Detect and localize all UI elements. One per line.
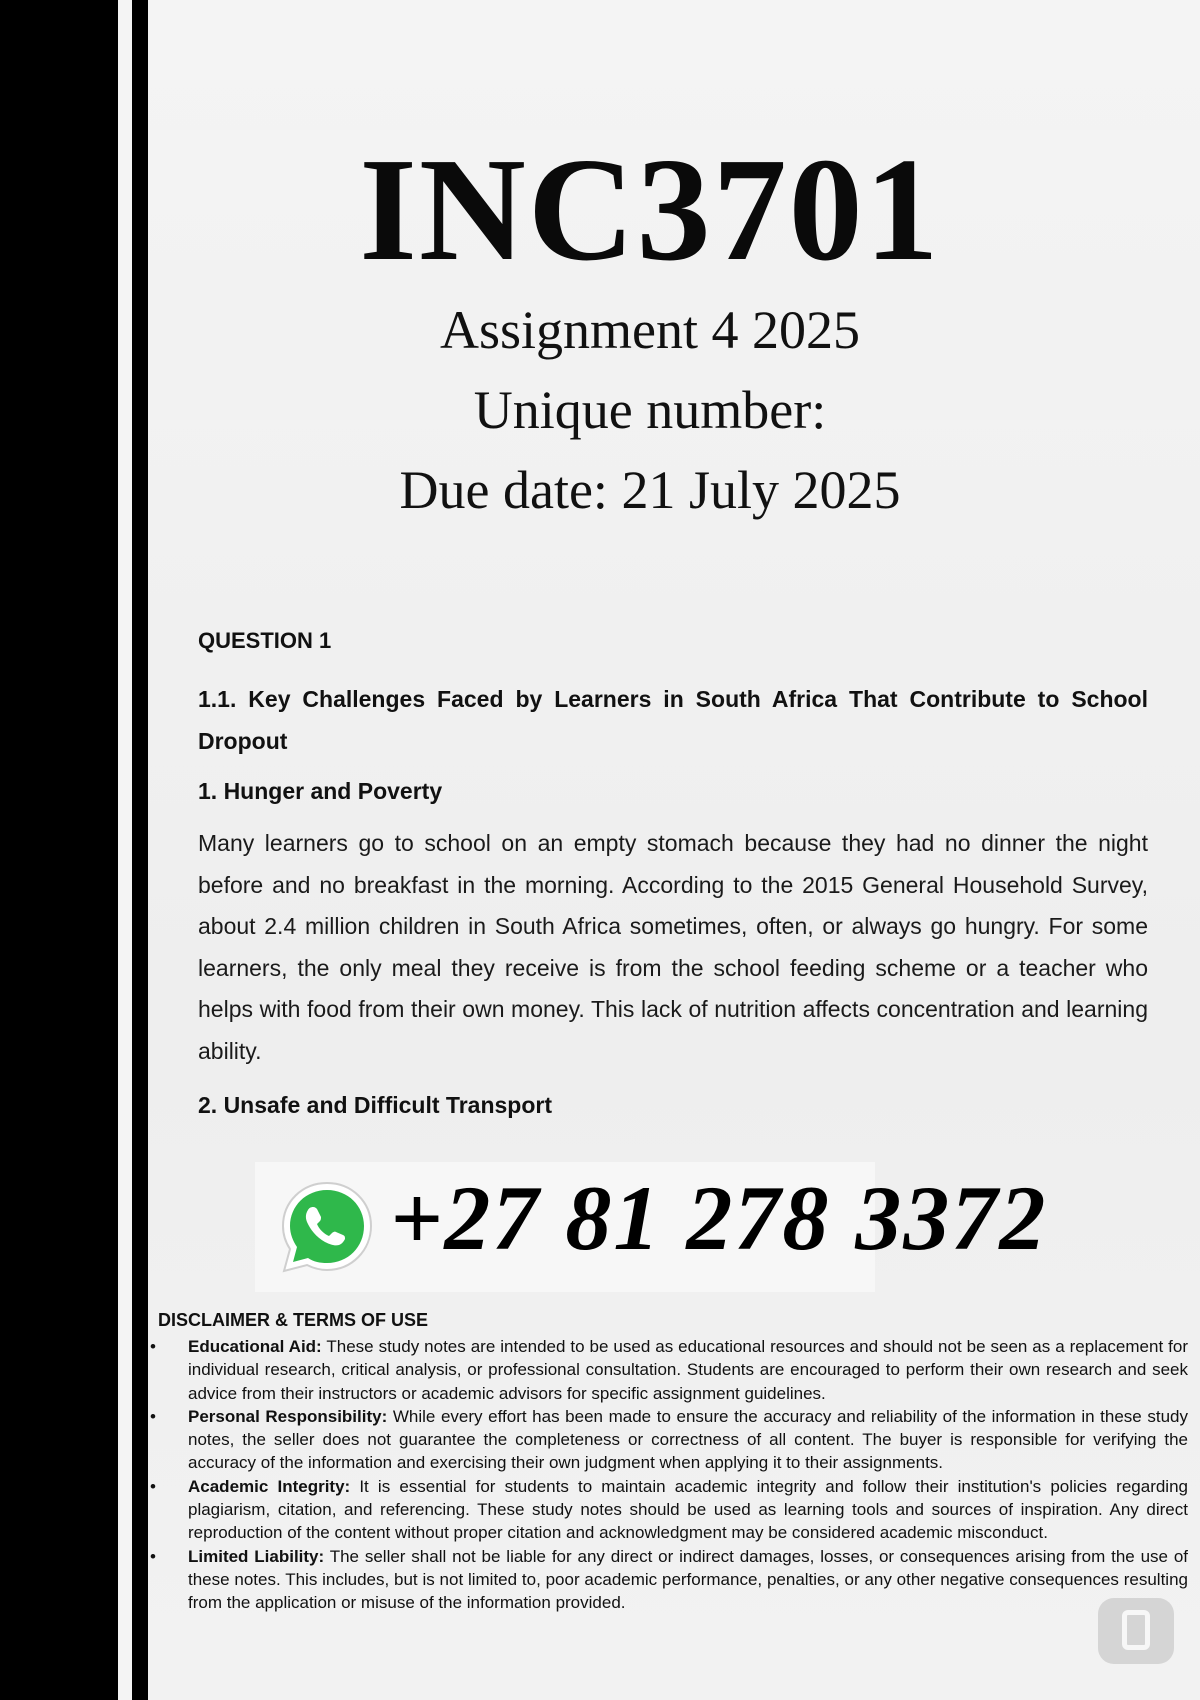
cover-title-block (150, 130, 1150, 530)
item-label: Personal Responsibility: (188, 1406, 388, 1426)
bullet-icon: • (150, 1546, 156, 1566)
disclaimer-list (150, 1335, 1189, 1615)
question-content (198, 628, 1148, 1137)
bullet-icon: • (150, 1337, 156, 1356)
item-text: These study notes are intended to be used as educational resources and should not be seen as a replacement for individual research, critical analysis, or professional consultation. Students are encouraged to perform their own research and seek advice from their instructors or academic advisors for specific assignment guidelines. (188, 1337, 1188, 1403)
bullet-icon: • (150, 1406, 156, 1426)
copy-icon (1122, 1610, 1150, 1650)
course-code: INC3701 (359, 128, 941, 292)
item-text: The seller shall not be liable for any direct or indirect damages, losses, or consequences arising from the use of these notes. This includes, but is not limited to, poor academic performance, penalties, or any other negative consequences resulting from the application or misuse of the information provided. (188, 1546, 1189, 1613)
item-label: Limited Liability: (188, 1546, 325, 1566)
left-white-stripe (118, 0, 132, 1700)
bullet-icon: • (150, 1476, 156, 1496)
unique-number: Unique number: (473, 380, 827, 440)
item-label: Educational Aid: (188, 1337, 322, 1356)
contact-phone-number[interactable]: +27 81 278 3372 (390, 1167, 1048, 1269)
disclaimer-section (150, 1310, 1189, 1615)
list-item (150, 1405, 1188, 1475)
left-black-band (0, 0, 118, 1700)
list-item (150, 1475, 1188, 1545)
list-item (150, 1545, 1189, 1615)
question-subheading: 1.1. Key Challenges Faced by Learners in South Africa That Contribute to School Dropout (198, 686, 1148, 754)
whatsapp-icon (277, 1177, 377, 1277)
list-item (150, 1335, 1188, 1405)
left-thin-band (132, 0, 148, 1700)
point-heading: 1. Hunger and Poverty (198, 778, 443, 804)
page-overlay-button[interactable] (1098, 1598, 1174, 1664)
assignment-title: Assignment 4 2025 (439, 300, 860, 360)
point-body: Many learners go to school on an empty stomach because they had no dinner the night before and no breakfast in the morning. According to the 2015 General Household Survey, about 2.4 million children in South Africa sometimes, often, or always go hungry. For some learners, the only meal they receive is from the school feeding scheme or a teacher who helps with food from their own money. This lack of nutrition affects concentration and learning ability. (198, 830, 1148, 1064)
point-heading: 2. Unsafe and Difficult Transport (198, 1092, 552, 1118)
item-text: While every effort has been made to ensure the accuracy and reliability of the information in these study notes, the seller does not guarantee the completeness or correctness of all content. The buyer is responsible for verifying the accuracy of the information and exercising their own judgment when applying it to their assignments. (188, 1406, 1188, 1473)
question-heading: QUESTION 1 (198, 628, 332, 653)
disclaimer-title: DISCLAIMER & TERMS OF USE (158, 1310, 429, 1330)
item-label: Academic Integrity: (188, 1476, 351, 1496)
item-text: It is essential for students to maintain academic integrity and follow their institution's policies regarding plagiarism, citation, and referencing. These study notes should be used as learning tools and sources of inspiration. Any direct reproduction of the content without proper citation and acknowledgment may be considered academic misconduct. (188, 1476, 1188, 1543)
due-date: Due date: 21 July 2025 (399, 460, 901, 520)
